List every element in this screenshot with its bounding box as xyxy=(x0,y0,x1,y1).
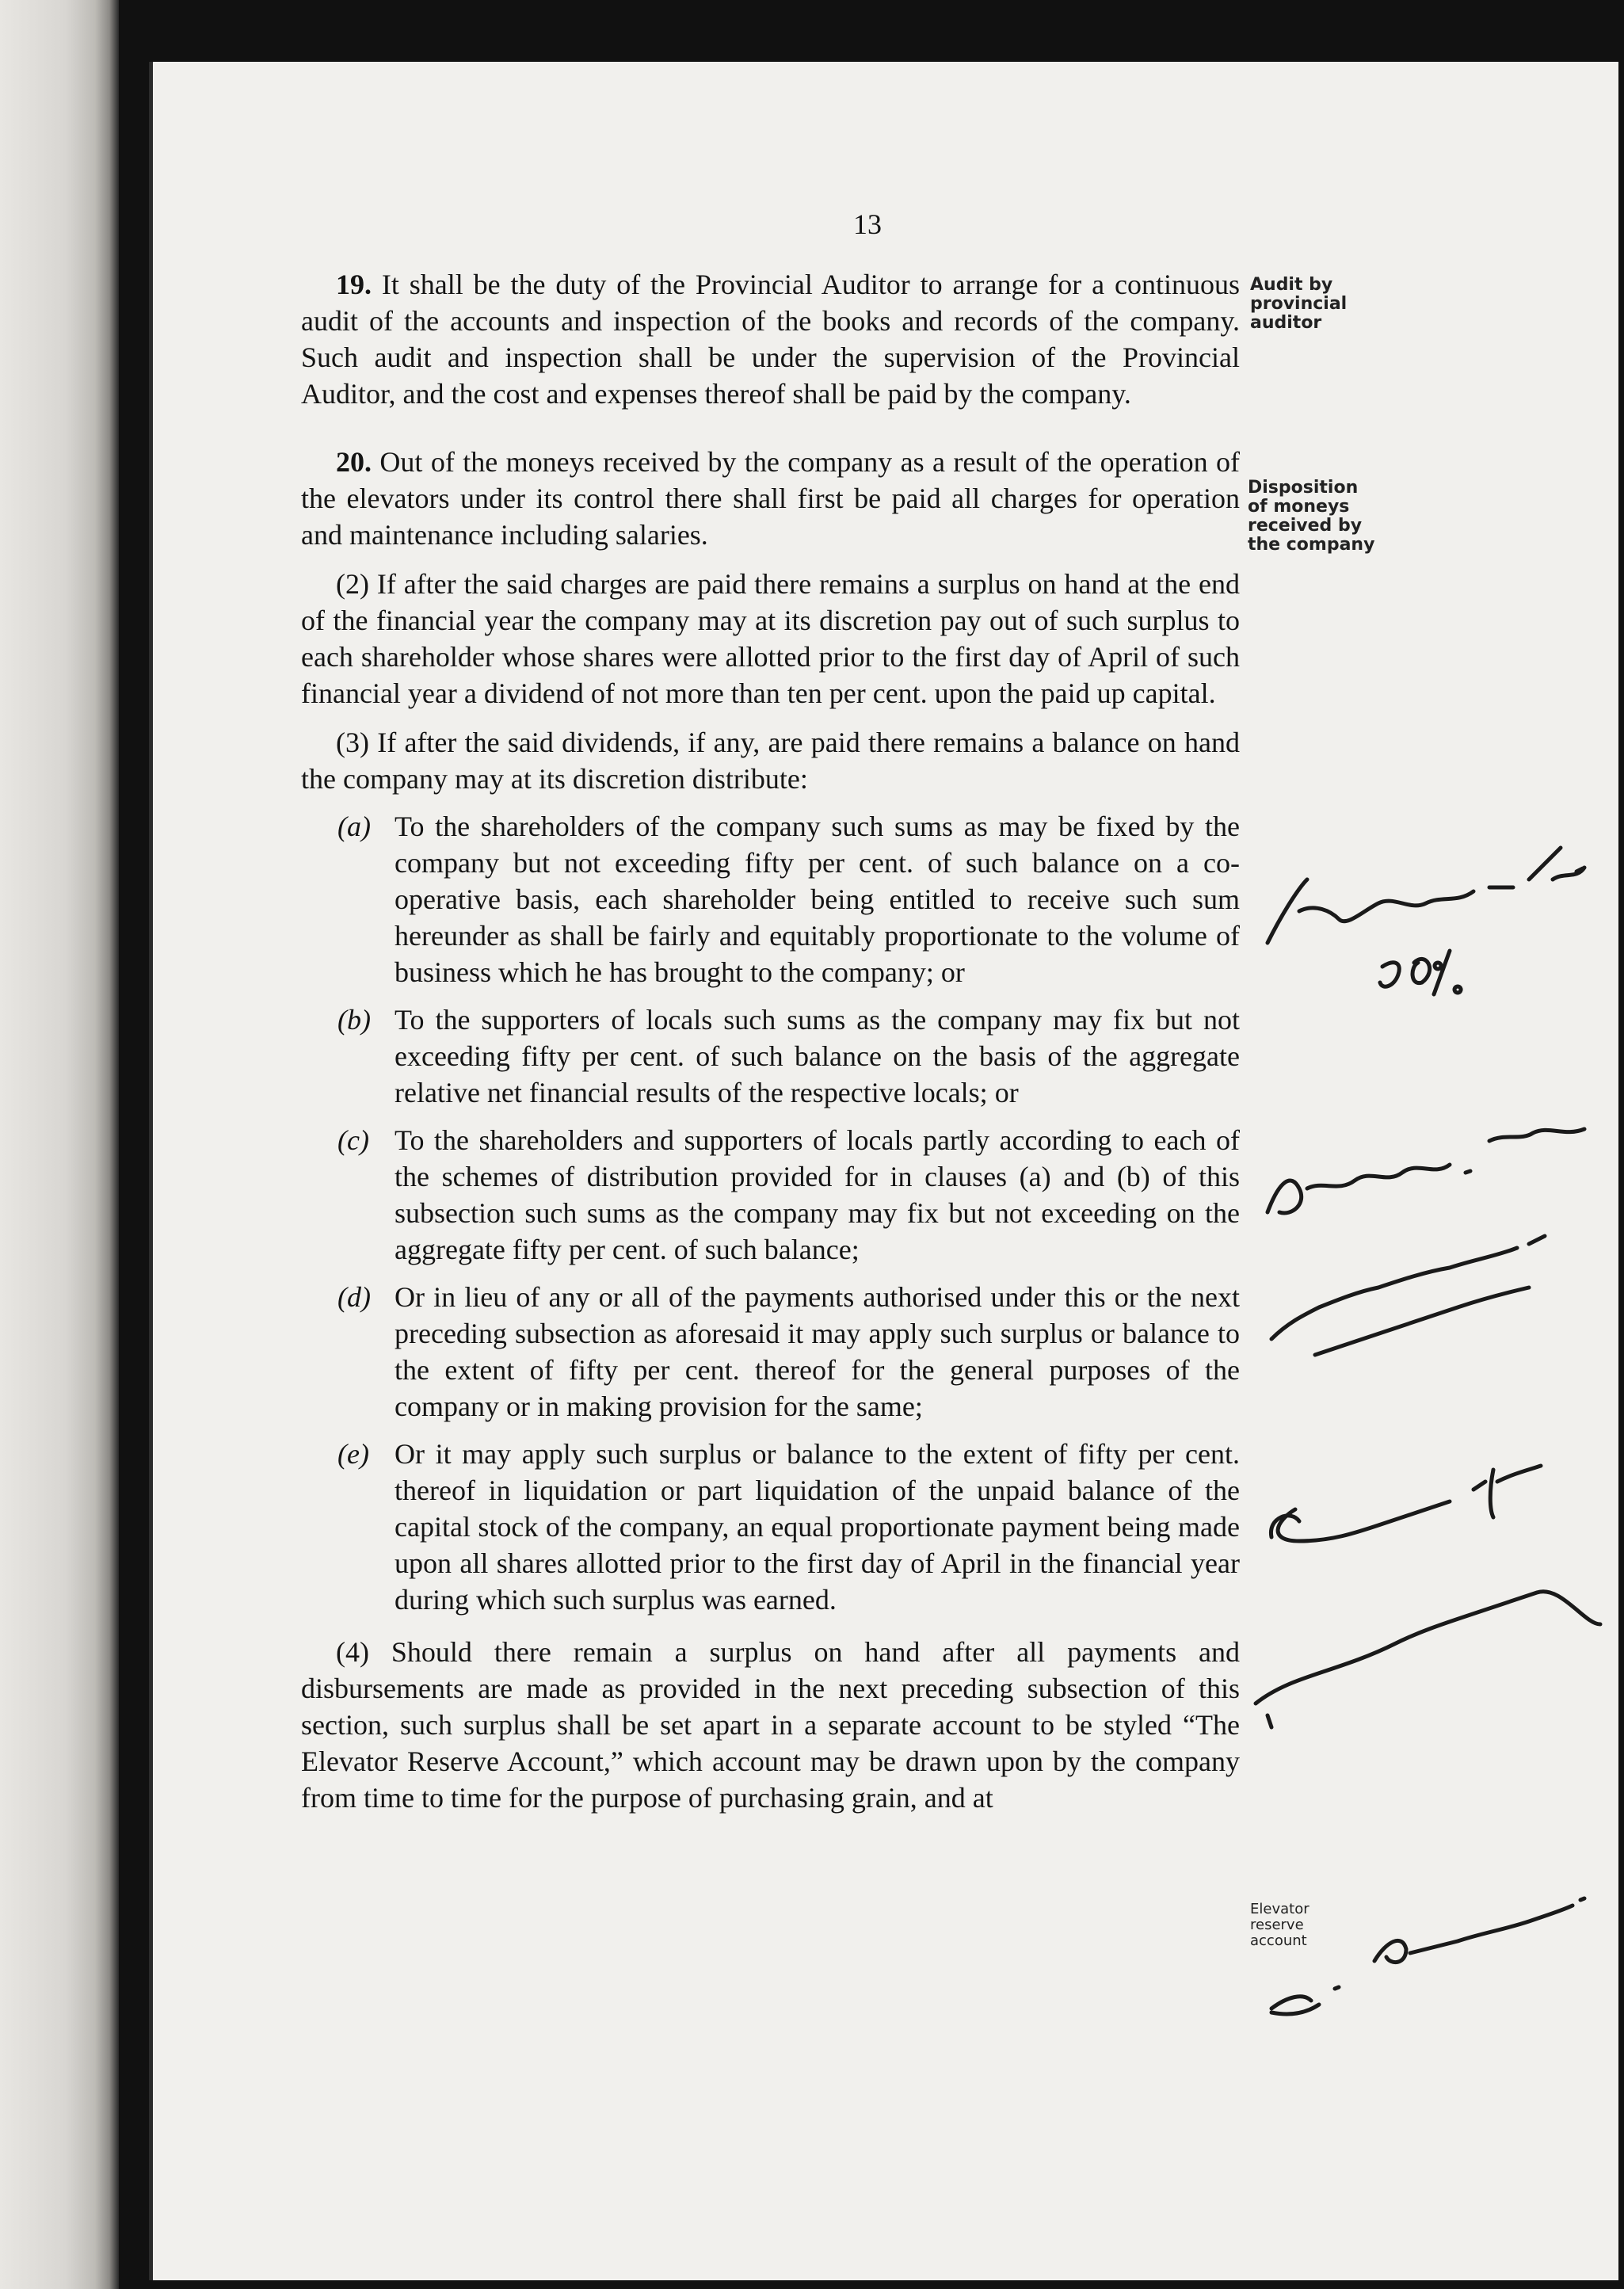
subsection-2: (2) If after the said charges are paid there remains a surplus on hand at the end of the financial year the company may at its discretion pay out of such surplus to each shareholder whose shares were allotted prior to the first day of April of such financial year a dividend of not more than ten per cent. upon the paid up capital. xyxy=(301,568,1240,709)
clause-text: To the shareholders and supporters of locals partly according to each of the schemes of distribution provided for in clauses (a) and (b) of this subsection such sums as the company may fix but not exceeding on the aggregate fifty per cent. of such balance; xyxy=(395,1124,1240,1265)
margin-note-line: auditor xyxy=(1250,313,1322,333)
margin-note-line: Audit by xyxy=(1250,275,1333,295)
section-text: Out of the moneys received by the company as a result of the operation of the elevators under its control there shall first be paid all charges for operation and maintenance including salaries. xyxy=(301,446,1240,551)
clause-text: To the shareholders of the company such sums as may be fixed by the company but not exceeding fifty per cent. of such balance on a co-operative basis, each shareholder being entitled to receive such sum hereunder as shall be fairly and equitably proportionate to the volume of business which he has brought to the company; or xyxy=(395,811,1240,988)
clause-c xyxy=(301,1122,1240,1268)
subsection-3: (3) If after the said dividends, if any, are paid there remains a balance on hand the company may at its discretion distribute: xyxy=(301,727,1240,795)
margin-note-line: the company xyxy=(1248,535,1375,555)
clause-d xyxy=(301,1279,1240,1425)
page-number: 13 xyxy=(853,208,882,240)
body-text xyxy=(301,266,1240,1816)
margin-note-audit xyxy=(1250,276,1347,333)
section-19 xyxy=(301,266,1240,412)
margin-note-line: provincial xyxy=(1250,294,1348,314)
clause-label: (b) xyxy=(337,1004,371,1036)
margin-note-line: received by xyxy=(1248,516,1363,536)
margin-note-line: reserve xyxy=(1250,1917,1304,1933)
clause-e xyxy=(301,1436,1240,1618)
margin-note-line: Elevator xyxy=(1250,1901,1309,1917)
clause-a xyxy=(301,808,1240,990)
margin-note-line: Disposition xyxy=(1248,478,1359,498)
clause-text: Or it may apply such surplus or balance to the extent of fifty per cent. thereof in liquidation or part liquidation of the unpaid balance of the capital stock of the company, an equal proportionate payment being made upon all shares allotted prior to the first day of April in the financial year during which such surplus was earned. xyxy=(395,1438,1240,1616)
section-text: It shall be the duty of the Provincial Auditor to arrange for a continuous audit of the accounts and inspection of the books and records of the company. Such audit and inspection shall be under the supervision of the Provincial Auditor, and the cost and expenses thereof shall be paid by the company. xyxy=(301,269,1240,410)
section-number: 19. xyxy=(336,269,372,300)
section-20 xyxy=(301,444,1240,553)
section-number: 20. xyxy=(336,446,372,478)
margin-note-disposition xyxy=(1248,479,1374,555)
clause-text: To the supporters of locals such sums as the company may fix but not exceeding fifty per cent. of such balance on the basis of the aggregate relative net financial results of the respective locals; or xyxy=(395,1004,1240,1108)
clause-label: (e) xyxy=(337,1438,369,1470)
clause-b xyxy=(301,1001,1240,1111)
margin-note-reserve xyxy=(1250,1902,1309,1949)
clause-label: (d) xyxy=(337,1281,371,1313)
margin-note-line: of moneys xyxy=(1248,497,1350,517)
clause-label: (c) xyxy=(337,1124,369,1156)
clause-text: Or in lieu of any or all of the payments authorised under this or the next preceding subsection as aforesaid it may apply such surplus or balance to the extent of fifty per cent. thereof for the general purposes of the company or in making provision for the same; xyxy=(395,1281,1240,1422)
subsection-4: (4) Should there remain a surplus on hand after all payments and disbursements are made as provided in the next preceding subsection of this section, such surplus shall be set apart in a separate account to be styled “The Elevator Reserve Account,” which account may be drawn upon by the company from time to time for the purpose of purchasing grain, and at xyxy=(301,1636,1240,1814)
scan-left-strip xyxy=(0,0,119,2289)
clause-label: (a) xyxy=(337,811,371,842)
margin-note-line: account xyxy=(1250,1932,1307,1949)
